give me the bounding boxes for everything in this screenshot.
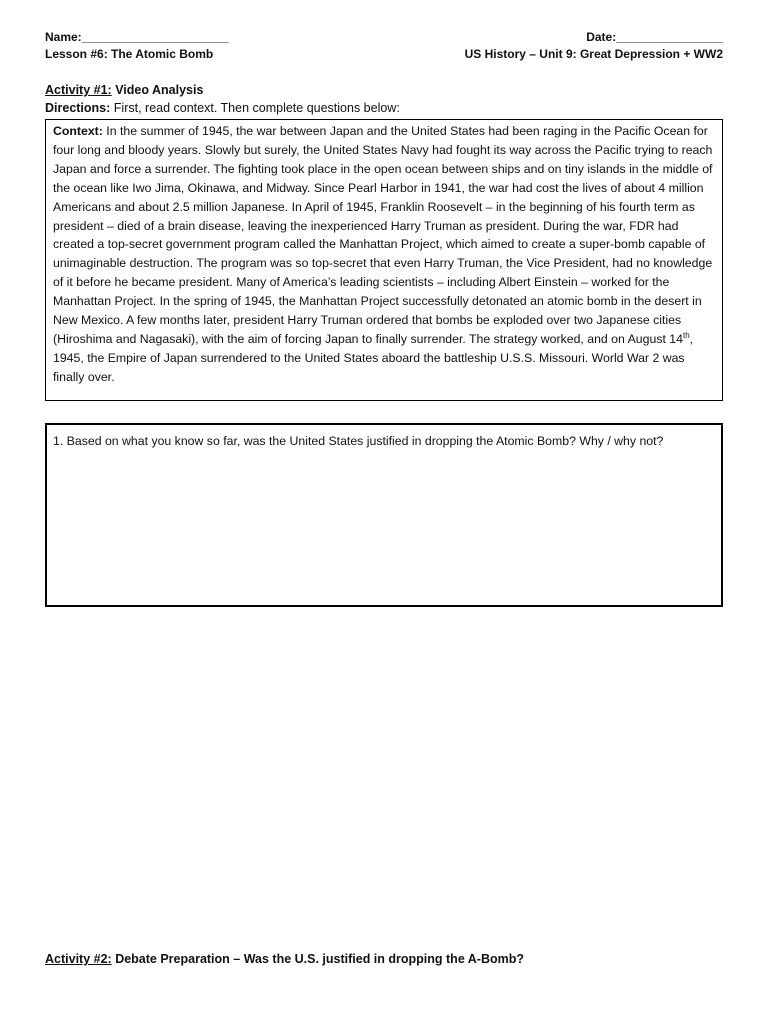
context-superscript: th	[682, 330, 690, 340]
directions-line	[45, 100, 400, 116]
context-label: Context:	[53, 124, 103, 138]
context-text-part1: In the summer of 1945, the war between Japan and the United States had been raging in the Pacific Ocean for four long and bloody years. Slowly but surely, the United States Navy had fought its way across the Pacific trying to reach Japan and force a surrender. The fighting took place in the open ocean between ships and on tiny islands in the middle of the ocean like Iwo Jima, Okinawa, and Midway. Since Pearl Harbor in 1941, the war had cost the lives of about 4 million Americans and about 2.5 million Japanese. In April of 1945, Franklin Roosevelt – in the beginning of his fourth term as president – died of a brain disease, leaving the inexperienced Harry Truman as president. During the war, FDR had created a top-secret government program called the Manhattan Project, which aimed to create a super-bomb capable of unimaginable destruction. The program was so top-secret that even Harry Truman, the Vice President, had no knowledge of it before he became president. Many of America’s leading scientists – including Albert Einstein – worked for the Manhattan Project. In the spring of 1945, the Manhattan Project successfully detonated an atomic bomb in the desert in New Mexico. A few months later, president Harry Truman ordered that bombs be exploded over two Japanese cities (Hiroshima and Nagasaki), with the aim of forcing Japan to finally surrender. The strategy worked, and on August 14	[53, 124, 713, 346]
activity-1-title: Video Analysis	[115, 83, 204, 97]
directions-label: Directions:	[45, 101, 111, 115]
context-box	[45, 119, 723, 401]
date-field-label: Date:________________	[586, 30, 723, 44]
activity-2-title: Debate Preparation – Was the U.S. justified in dropping the A-Bomb?	[115, 952, 525, 966]
activity-2-label: Activity #2:	[45, 952, 112, 966]
name-field-label: Name:______________________	[45, 30, 229, 44]
directions-text: First, read context. Then complete questions below:	[113, 101, 400, 115]
activity-1-heading	[45, 82, 203, 98]
question-1-text: 1. Based on what you know so far, was the United States justified in dropping the Atomic Bomb? Why / why not?	[53, 434, 664, 448]
activity-2-heading	[45, 951, 524, 967]
unit-title: US History – Unit 9: Great Depression + WW2	[464, 47, 723, 61]
header-row-top	[45, 29, 723, 45]
lesson-title: Lesson #6: The Atomic Bomb	[45, 47, 214, 61]
activity-1-label: Activity #1:	[45, 83, 112, 97]
question-1-answer-box[interactable]	[45, 423, 723, 607]
context-text-part2: , 1945, the Empire of Japan surrendered to the United States aboard the battleship U.S.S. Missouri. World War 2 was finally over.	[53, 331, 694, 384]
header-row-bottom	[45, 46, 723, 62]
